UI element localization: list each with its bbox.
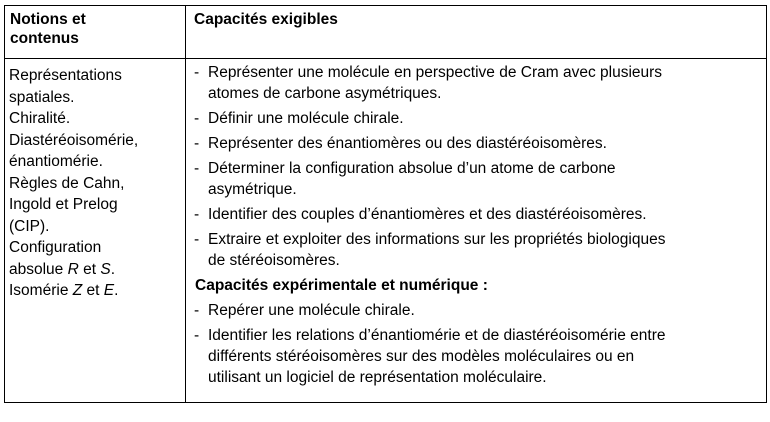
notion-item: Représentations spatiales. — [9, 67, 122, 106]
capacites-list — [192, 62, 762, 271]
notion-item: Diastéréoisomérie, énantiomérie. — [9, 131, 139, 170]
capacites-body — [186, 59, 766, 402]
bullet-dash: - — [194, 206, 200, 223]
header-notions-label: Notions et contenus — [10, 11, 86, 47]
header-row — [5, 6, 767, 59]
notion-item: Isomérie Z et E. — [9, 282, 119, 299]
header-capacites-label: Capacités exigibles — [194, 11, 338, 28]
capacite-item — [192, 229, 762, 271]
capacite-item — [192, 108, 762, 129]
bullet-dash: - — [194, 135, 200, 152]
capacite-experimentale-item-text: Identifier les relations d’énantiomérie et de diastéréoisomérie entre différents stéréoisomères sur des modèles moléculaires ou en utilisant un logiciel de représentation moléculaire. — [208, 327, 666, 386]
notion-italic-symbol: S — [100, 260, 111, 278]
capacite-item — [192, 204, 762, 225]
bullet-dash: - — [194, 64, 200, 81]
bullet-dash: - — [194, 327, 200, 344]
capacite-item-text: Déterminer la configuration absolue d’un atome de carbone asymétrique. — [208, 160, 616, 198]
capacite-item — [192, 158, 762, 200]
capacite-item — [192, 62, 762, 104]
capacite-experimentale-item — [192, 325, 762, 388]
capacite-item-text: Représenter des énantiomères ou des diastéréoisomères. — [208, 135, 607, 152]
capacites-experimentales-list — [192, 300, 762, 388]
capacite-item — [192, 133, 762, 154]
capacite-item-text: Extraire et exploiter des informations sur les propriétés biologiques de stéréoisomères. — [208, 231, 666, 269]
notions-cell — [5, 59, 186, 403]
notion-italic-symbol: R — [67, 260, 79, 278]
bullet-dash: - — [194, 302, 200, 319]
notion-item: Configuration absolue R et S. — [9, 239, 116, 278]
bullet-dash: - — [194, 160, 200, 177]
header-capacites — [186, 6, 767, 59]
bullet-dash: - — [194, 110, 200, 127]
capacite-item-text: Représenter une molécule en perspective de Cram avec plusieurs atomes de carbone asymétriques. — [208, 64, 663, 102]
notion-italic-symbol: Z — [72, 282, 83, 299]
programme-table — [4, 5, 767, 403]
bullet-dash: - — [194, 231, 200, 248]
notion-italic-symbol: E — [103, 282, 115, 299]
subheading-experimentale: Capacités expérimentale et numérique : — [195, 277, 488, 294]
capacites-cell — [186, 59, 767, 403]
capacite-experimentale-item — [192, 300, 762, 321]
header-notions — [5, 6, 186, 59]
capacite-item-text: Définir une molécule chirale. — [208, 110, 404, 127]
capacite-item-text: Identifier des couples d’énantiomères et des diastéréoisomères. — [208, 206, 647, 223]
notions-list — [5, 59, 185, 302]
content-row — [5, 59, 767, 403]
notion-item: Chiralité. — [9, 110, 71, 127]
capacite-experimentale-item-text: Repérer une molécule chirale. — [208, 302, 415, 319]
notion-item: Règles de Cahn, Ingold et Prelog (CIP). — [9, 174, 125, 235]
